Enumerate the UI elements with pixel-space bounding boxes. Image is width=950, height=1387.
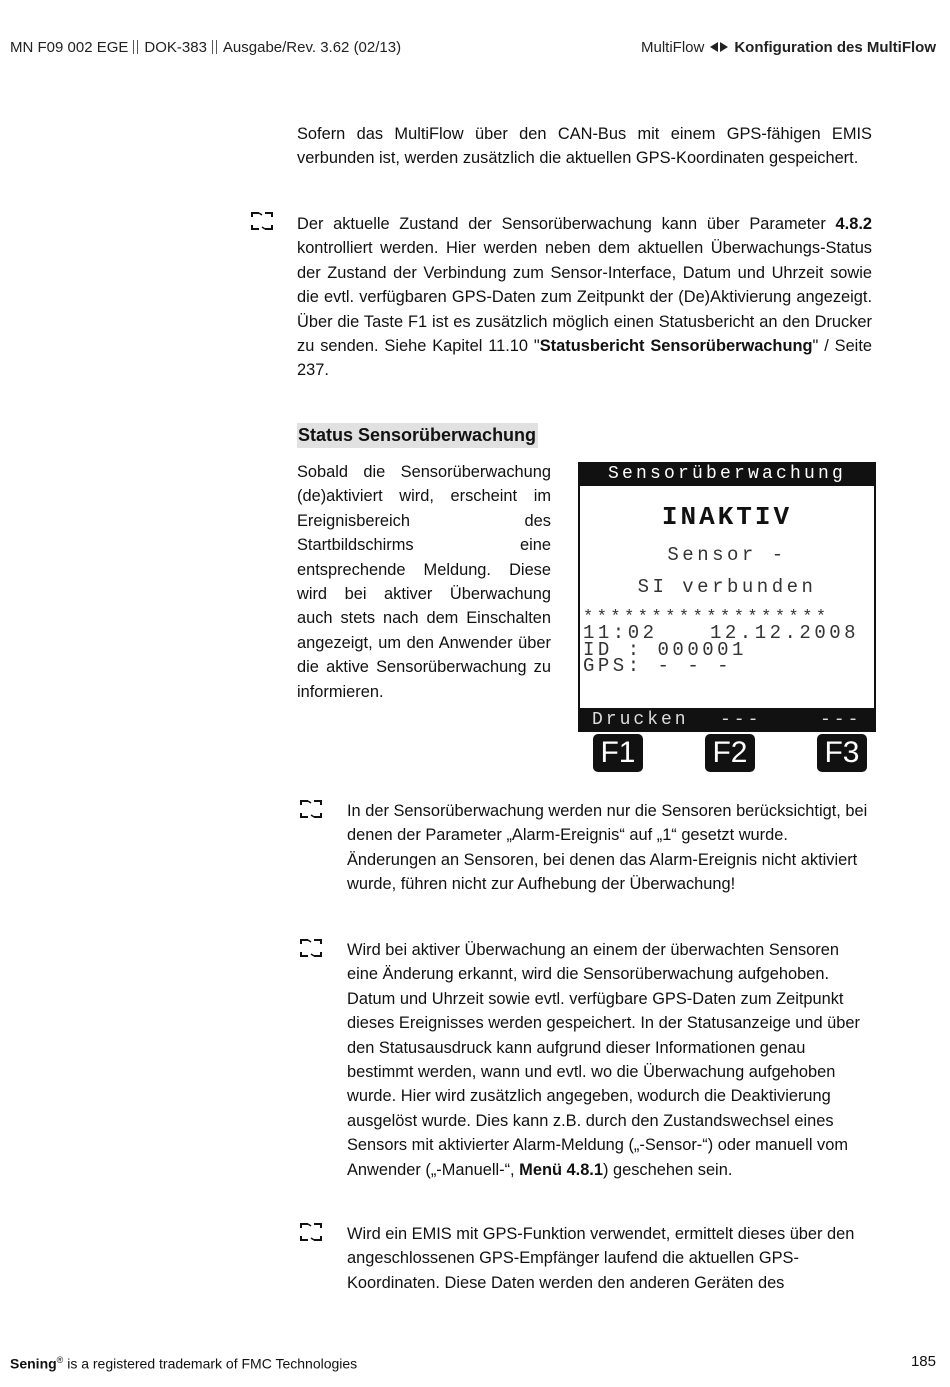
lcd-status: INAKTIV: [661, 502, 793, 532]
section-name: Konfiguration des MultiFlow: [734, 39, 936, 56]
separator: [133, 40, 138, 54]
softkey-label-print: Drucken: [592, 710, 689, 730]
softkey-label-f3: ---: [820, 710, 862, 730]
triangle-right-icon: [720, 42, 728, 52]
triangle-left-icon: [710, 42, 718, 52]
note-icon: [251, 212, 271, 228]
section-description: Sobald die Sensorüberwachung (de)aktiviert wird, erscheint im Ereignisbereich des Startbildschirms eine entsprechende Meldung. Diese wird bei aktiver Überwachung auch stets nach dem Einschalten angezeigt, um den Anwender über die aktive Sensorüberwachung zu informieren.: [297, 463, 551, 701]
footer-trademark: Sening® is a registered trademark of FMC Technologies: [10, 1355, 358, 1372]
f2-key[interactable]: F2: [705, 734, 755, 772]
lcd-gps: GPS: - - -: [583, 655, 733, 677]
doc-id: MN F09 002 EGE: [10, 39, 129, 56]
f1-key[interactable]: F1: [593, 734, 643, 772]
lcd-display: [578, 462, 876, 732]
section-title: Status Sensorüberwachung: [297, 423, 538, 448]
header-section-info: [641, 39, 936, 56]
note-deactivation-paragraph: Wird bei aktiver Überwachung an einem der überwachten Sensoren eine Änderung erkannt, wird die Sensorüberwachung aufgehoben. Datum und Uhrzeit sowie evtl. verfügbare GPS-Daten zum Zeitpunkt dieses Ereignisses werden gespeichert. In der Statusanzeige und über den Statusausdruck kann aufgrund dieser Informationen genau bestimmt werden, wann und evtl. wo die Überwachung aufgehoben wurde. Hier wird zusätzlich angegeben, wodurch die Deaktivierung ausgelöst wurde. Dies kann z.B. durch den Zustandswechsel eines Sensors mit aktivierter Alarm-Meldung („-Sensor-“) oder manuell vom Anwender („-Manuell-“, Menü 4.8.1) geschehen sein.: [347, 941, 860, 1179]
lcd-line2: SI verbunden: [637, 576, 817, 598]
separator: [212, 40, 217, 54]
intro-paragraph: Sofern das MultiFlow über den CAN-Bus mit einem GPS-fähigen EMIS verbunden ist, werden zusätzlich die aktuellen GPS-Koordinaten gespeichert.: [297, 125, 872, 168]
note-icon: [300, 939, 320, 955]
page-number: 185: [910, 1353, 936, 1370]
softkey-label-f2: ---: [720, 710, 762, 730]
lcd-softkey-bar: [578, 708, 876, 732]
lcd-stars: ******************: [583, 608, 830, 627]
header-doc-info: [10, 39, 401, 56]
lcd-title: Sensorüberwachung: [578, 462, 876, 486]
product-name: MultiFlow: [641, 39, 705, 56]
f3-key[interactable]: F3: [817, 734, 867, 772]
lcd-date: 12.12.2008: [710, 622, 860, 644]
note-gps-paragraph: Wird ein EMIS mit GPS-Funktion verwendet, ermittelt dieses über den angeschlossenen GPS-Empfänger laufend die aktuellen GPS-Koordinaten. Diese Daten werden den anderen Geräten des: [347, 1225, 855, 1292]
note-icon: [300, 1223, 320, 1239]
lcd-time: 11:02: [583, 622, 658, 644]
chapter-ref: Statusbericht Sensorüberwachung: [539, 337, 813, 356]
note-sensors-paragraph: In der Sensorüberwachung werden nur die Sensoren berücksichtigt, bei denen der Parameter „Alarm-Ereignis“ auf „1“ gesetzt wurde. Änderungen an Sensoren, bei denen das Alarm-Ereignis nicht aktiviert wurde, führen nicht zur Aufhebung der Überwachung!: [347, 802, 868, 894]
param-ref: 4.8.2: [835, 215, 872, 233]
doc-ref: DOK-383: [144, 39, 207, 56]
revision: Ausgabe/Rev. 3.62 (02/13): [222, 39, 402, 56]
note-icon: [300, 800, 320, 816]
lcd-line1: Sensor -: [667, 544, 787, 566]
note-status-paragraph: Der aktuelle Zustand der Sensorüberwachung kann über Parameter 4.8.2 kontrolliert werden. Hier werden neben dem aktuellen Überwachungs-Status der Zustand der Verbindung zum Sensor-Interface, Datum und Uhrzeit sowie die evtl. verfügbaren GPS-Daten zum Zeitpunkt der (De)Aktivierung angezeigt. Über die Taste F1 ist es zusätzlich möglich einen Statusbericht an den Drucker zu senden. Siehe Kapitel 11.10 "Statusbericht Sensorüberwachung" / Seite 237.: [297, 215, 872, 380]
menu-ref: Menü 4.8.1: [519, 1160, 603, 1179]
brand-name: Sening: [10, 1355, 57, 1372]
lcd-id: ID : 000001: [583, 639, 747, 661]
